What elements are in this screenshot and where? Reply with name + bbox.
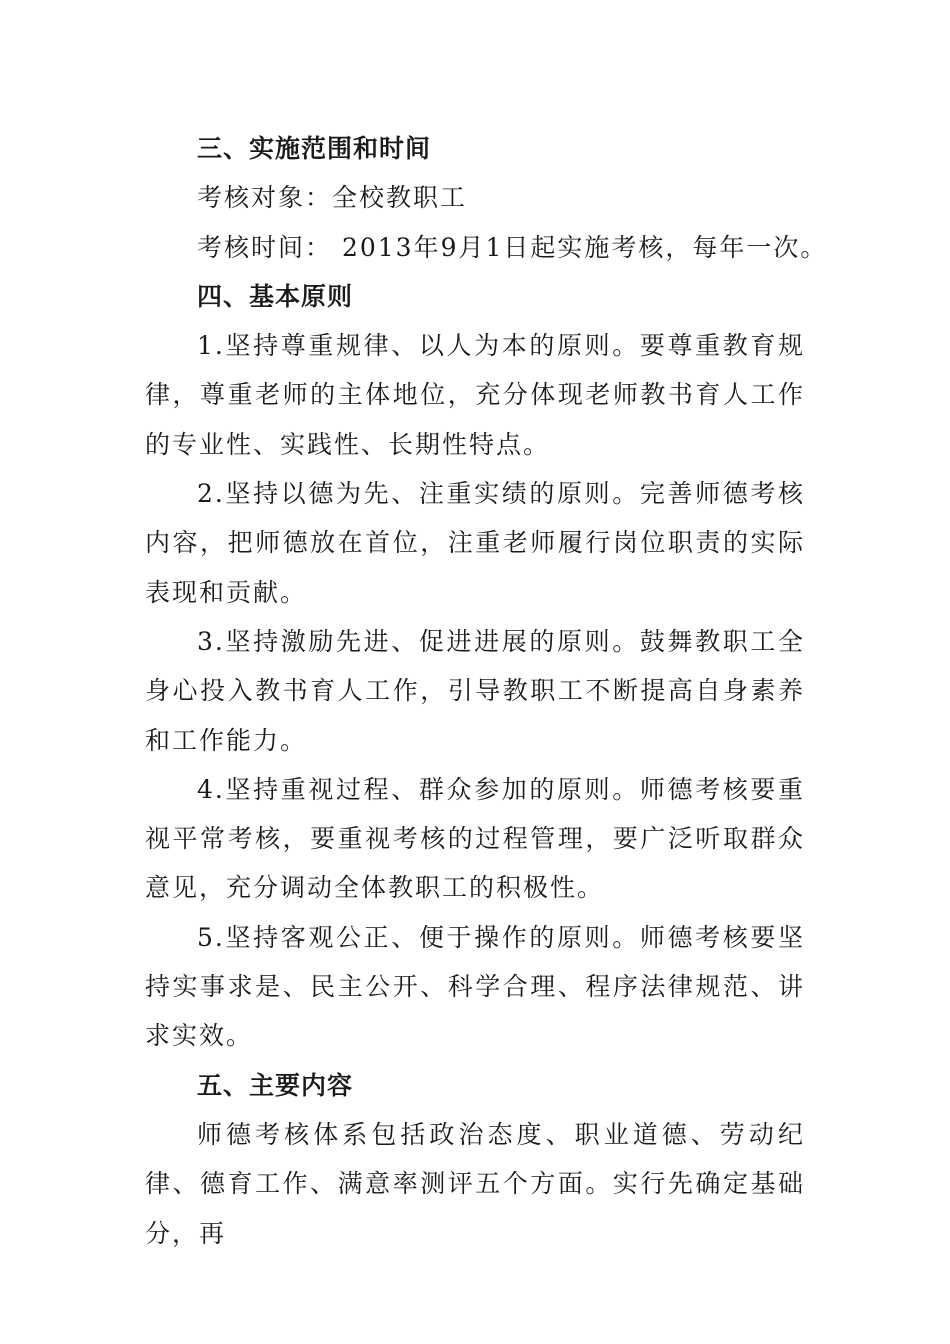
main-content-paragraph: 师德考核体系包括政治态度、职业道德、劳动纪律、德育工作、满意率测评五个方面。实行先确定基础分，再 (145, 1119, 805, 1248)
document-body (145, 124, 828, 1258)
principle-item-5: 5.坚持客观公正、便于操作的原则。师德考核要坚持实事求是、民主公开、科学合理、程序法律规范、讲求实效。 (145, 922, 805, 1051)
principle-item-1: 1.坚持尊重规律、以人为本的原则。要尊重教育规律，尊重老师的主体地位，充分体现老师教书育人工作的专业性、实践性、长期性特点。 (145, 331, 805, 459)
assessment-target: 考核对象：全校教职工 (197, 183, 468, 213)
principle-item-4: 4.坚持重视过程、群众参加的原则。师德考核要重视平常考核，要重视考核的过程管理，要广泛听取群众意见，充分调动全体教职工的积极性。 (145, 774, 805, 903)
assessment-time: 考核时间： 2013年9月1日起实施考核，每年一次。 (197, 232, 828, 262)
principle-item-2: 2.坚持以德为先、注重实绩的原则。完善师德考核内容，把师德放在首位，注重老师履行岗位职责的实际表现和贡献。 (145, 479, 805, 607)
section-heading-principles: 四、基本原则 (197, 281, 354, 311)
principle-item-3: 3.坚持激励先进、促进进展的原则。鼓舞教职工全身心投入教书育人工作，引导教职工不断提高自身素养和工作能力。 (145, 626, 805, 755)
section-heading-scope-time: 三、实施范围和时间 (197, 134, 432, 163)
section-heading-main-content: 五、主要内容 (197, 1070, 354, 1100)
